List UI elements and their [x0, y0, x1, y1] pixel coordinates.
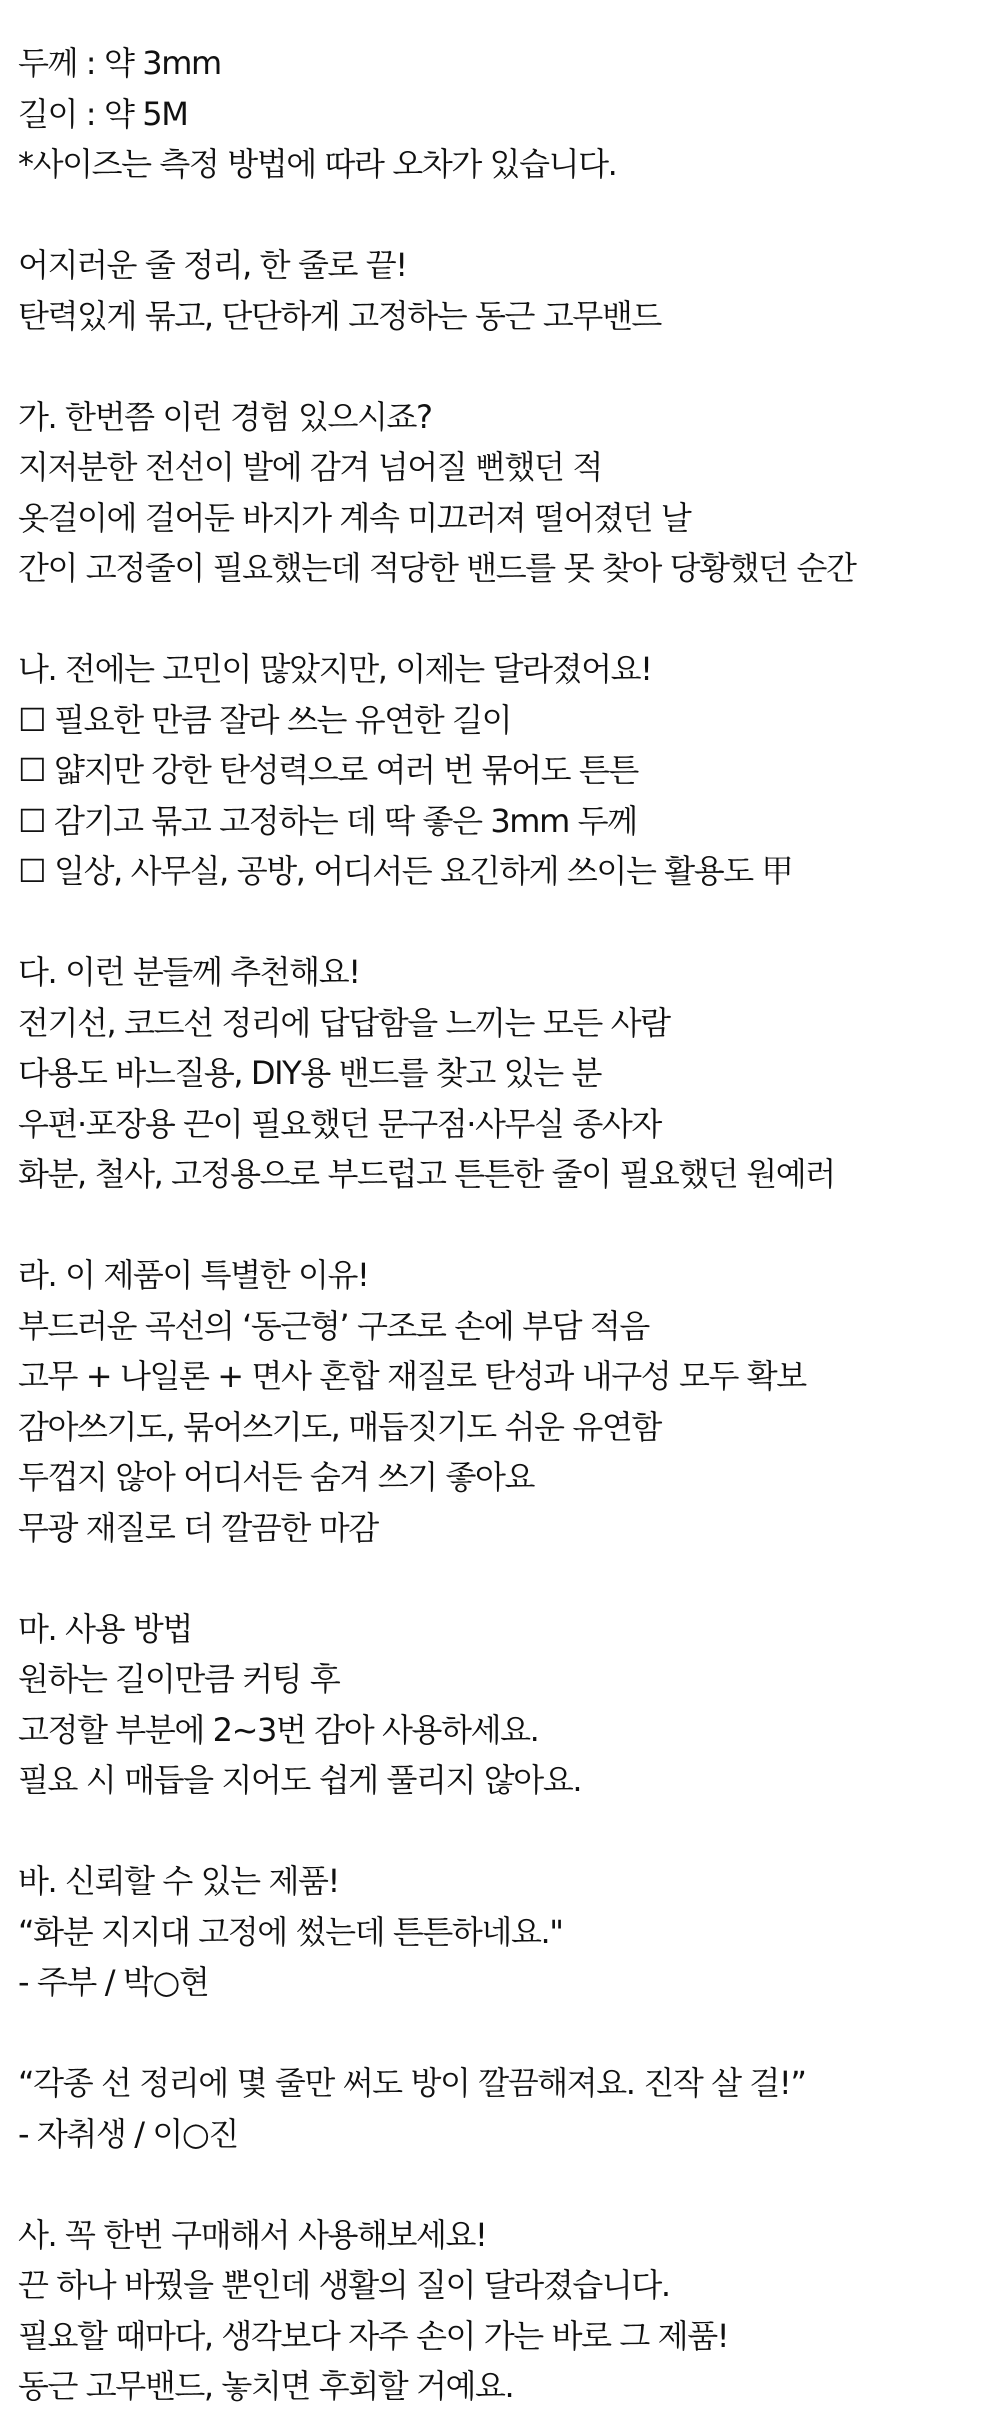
text-line: 무광 재질로 더 깔끔한 마감	[18, 1508, 378, 1547]
section-ma	[18, 1604, 1000, 1806]
checkbox-list-item: ☐ 얇지만 강한 탄성력으로 여러 번 묶어도 튼튼	[18, 751, 638, 789]
blank-line	[18, 341, 1000, 392]
section-heading: 나. 전에는 고민이 많았지만, 이제는 달라졌어요!	[18, 650, 652, 688]
text-line: 우편·포장용 끈이 필요했던 문구점·사무실 종사자	[18, 1104, 661, 1143]
text-line: 원하는 길이만큼 커팅 후	[18, 1660, 340, 1698]
review-quote: “각종 선 정리에 몇 줄만 써도 방이 깔끔해져요. 진작 살 걸!”	[18, 2064, 806, 2102]
blank-line	[18, 1200, 1000, 1251]
text-line: 옷걸이에 걸어둔 바지가 계속 미끄러져 떨어졌던 날	[18, 498, 691, 537]
text-line: 끈 하나 바꿨을 뿐인데 생활의 질이 달라졌습니다.	[18, 2266, 670, 2304]
section-ra	[18, 1250, 1000, 1553]
text-line: 전기선, 코드선 정리에 답답함을 느끼는 모든 사람	[18, 1003, 670, 1042]
section-da	[18, 947, 1000, 1200]
text-line: 길이 : 약 5M	[18, 94, 188, 133]
review-author: - 주부 / 박○현	[18, 1963, 209, 2001]
blank-line	[18, 1806, 1000, 1857]
checkbox-list-item: ☐ 감기고 묶고 고정하는 데 딱 좋은 3mm 두께	[18, 801, 637, 840]
text-line: 간이 고정줄이 필요했는데 적당한 밴드를 못 찾아 당황했던 순간	[18, 549, 856, 587]
review-author: - 자취생 / 이○진	[18, 2114, 238, 2153]
section-sa	[18, 2210, 1000, 2412]
section-heading: 바. 신뢰할 수 있는 제품!	[18, 1862, 339, 1900]
text-line: 동근 고무밴드, 놓치면 후회할 거예요.	[18, 2367, 514, 2405]
checkbox-list-item: ☐ 필요한 만큼 잘라 쓰는 유연한 길이	[18, 700, 512, 739]
blank-line	[18, 897, 1000, 948]
section-heading: 라. 이 제품이 특별한 이유!	[18, 1256, 369, 1294]
text-line: 다용도 바느질용, DIY용 밴드를 찾고 있는 분	[18, 1054, 602, 1092]
section-intro	[18, 240, 1000, 341]
section-review-2	[18, 2058, 1000, 2159]
text-line: 필요할 때마다, 생각보다 자주 손이 가는 바로 그 제품!	[18, 2316, 729, 2355]
text-line: 탄력있게 묶고, 단단하게 고정하는 동근 고무밴드	[18, 296, 661, 335]
section-na	[18, 644, 1000, 897]
section-ba	[18, 1856, 1000, 2008]
text-line: 고무 + 나일론 + 면사 혼합 재질로 탄성과 내구성 모두 확보	[18, 1357, 806, 1395]
blank-line	[18, 2008, 1000, 2059]
section-heading: 마. 사용 방법	[18, 1609, 192, 1648]
text-line: 감아쓰기도, 묶어쓰기도, 매듭짓기도 쉬운 유연함	[18, 1407, 661, 1446]
checkbox-list-item: ☐ 일상, 사무실, 공방, 어디서든 요긴하게 쓰이는 활용도 甲	[18, 852, 793, 890]
text-line: 화분, 철사, 고정용으로 부드럽고 튼튼한 줄이 필요했던 원예러	[18, 1155, 835, 1193]
text-line: 두께 : 약 3mm	[18, 44, 221, 82]
section-spec	[18, 38, 1000, 190]
text-line: 지저분한 전선이 발에 감겨 넘어질 뻔했던 적	[18, 448, 602, 486]
text-line: 어지러운 줄 정리, 한 줄로 끝!	[18, 246, 407, 284]
text-line: 두껍지 않아 어디서든 숨겨 쓰기 좋아요	[18, 1458, 535, 1496]
section-heading: 사. 꼭 한번 구매해서 사용해보세요!	[18, 2215, 487, 2254]
text-line: *사이즈는 측정 방법에 따라 오차가 있습니다.	[18, 145, 617, 183]
section-heading: 다. 이런 분들께 추천해요!	[18, 953, 360, 991]
section-ga	[18, 392, 1000, 594]
blank-line	[18, 190, 1000, 241]
blank-line	[18, 1553, 1000, 1604]
text-line: 부드러운 곡선의 ‘동근형’ 구조로 손에 부담 적음	[18, 1306, 649, 1345]
review-quote: “화분 지지대 고정에 썼는데 튼튼하네요."	[18, 1912, 563, 1951]
section-heading: 가. 한번쯤 이런 경험 있으시죠?	[18, 397, 432, 436]
blank-line	[18, 594, 1000, 645]
blank-line	[18, 2159, 1000, 2210]
text-line: 필요 시 매듭을 지어도 쉽게 풀리지 않아요.	[18, 1761, 582, 1799]
text-line: 고정할 부분에 2~3번 감아 사용하세요.	[18, 1710, 539, 1749]
